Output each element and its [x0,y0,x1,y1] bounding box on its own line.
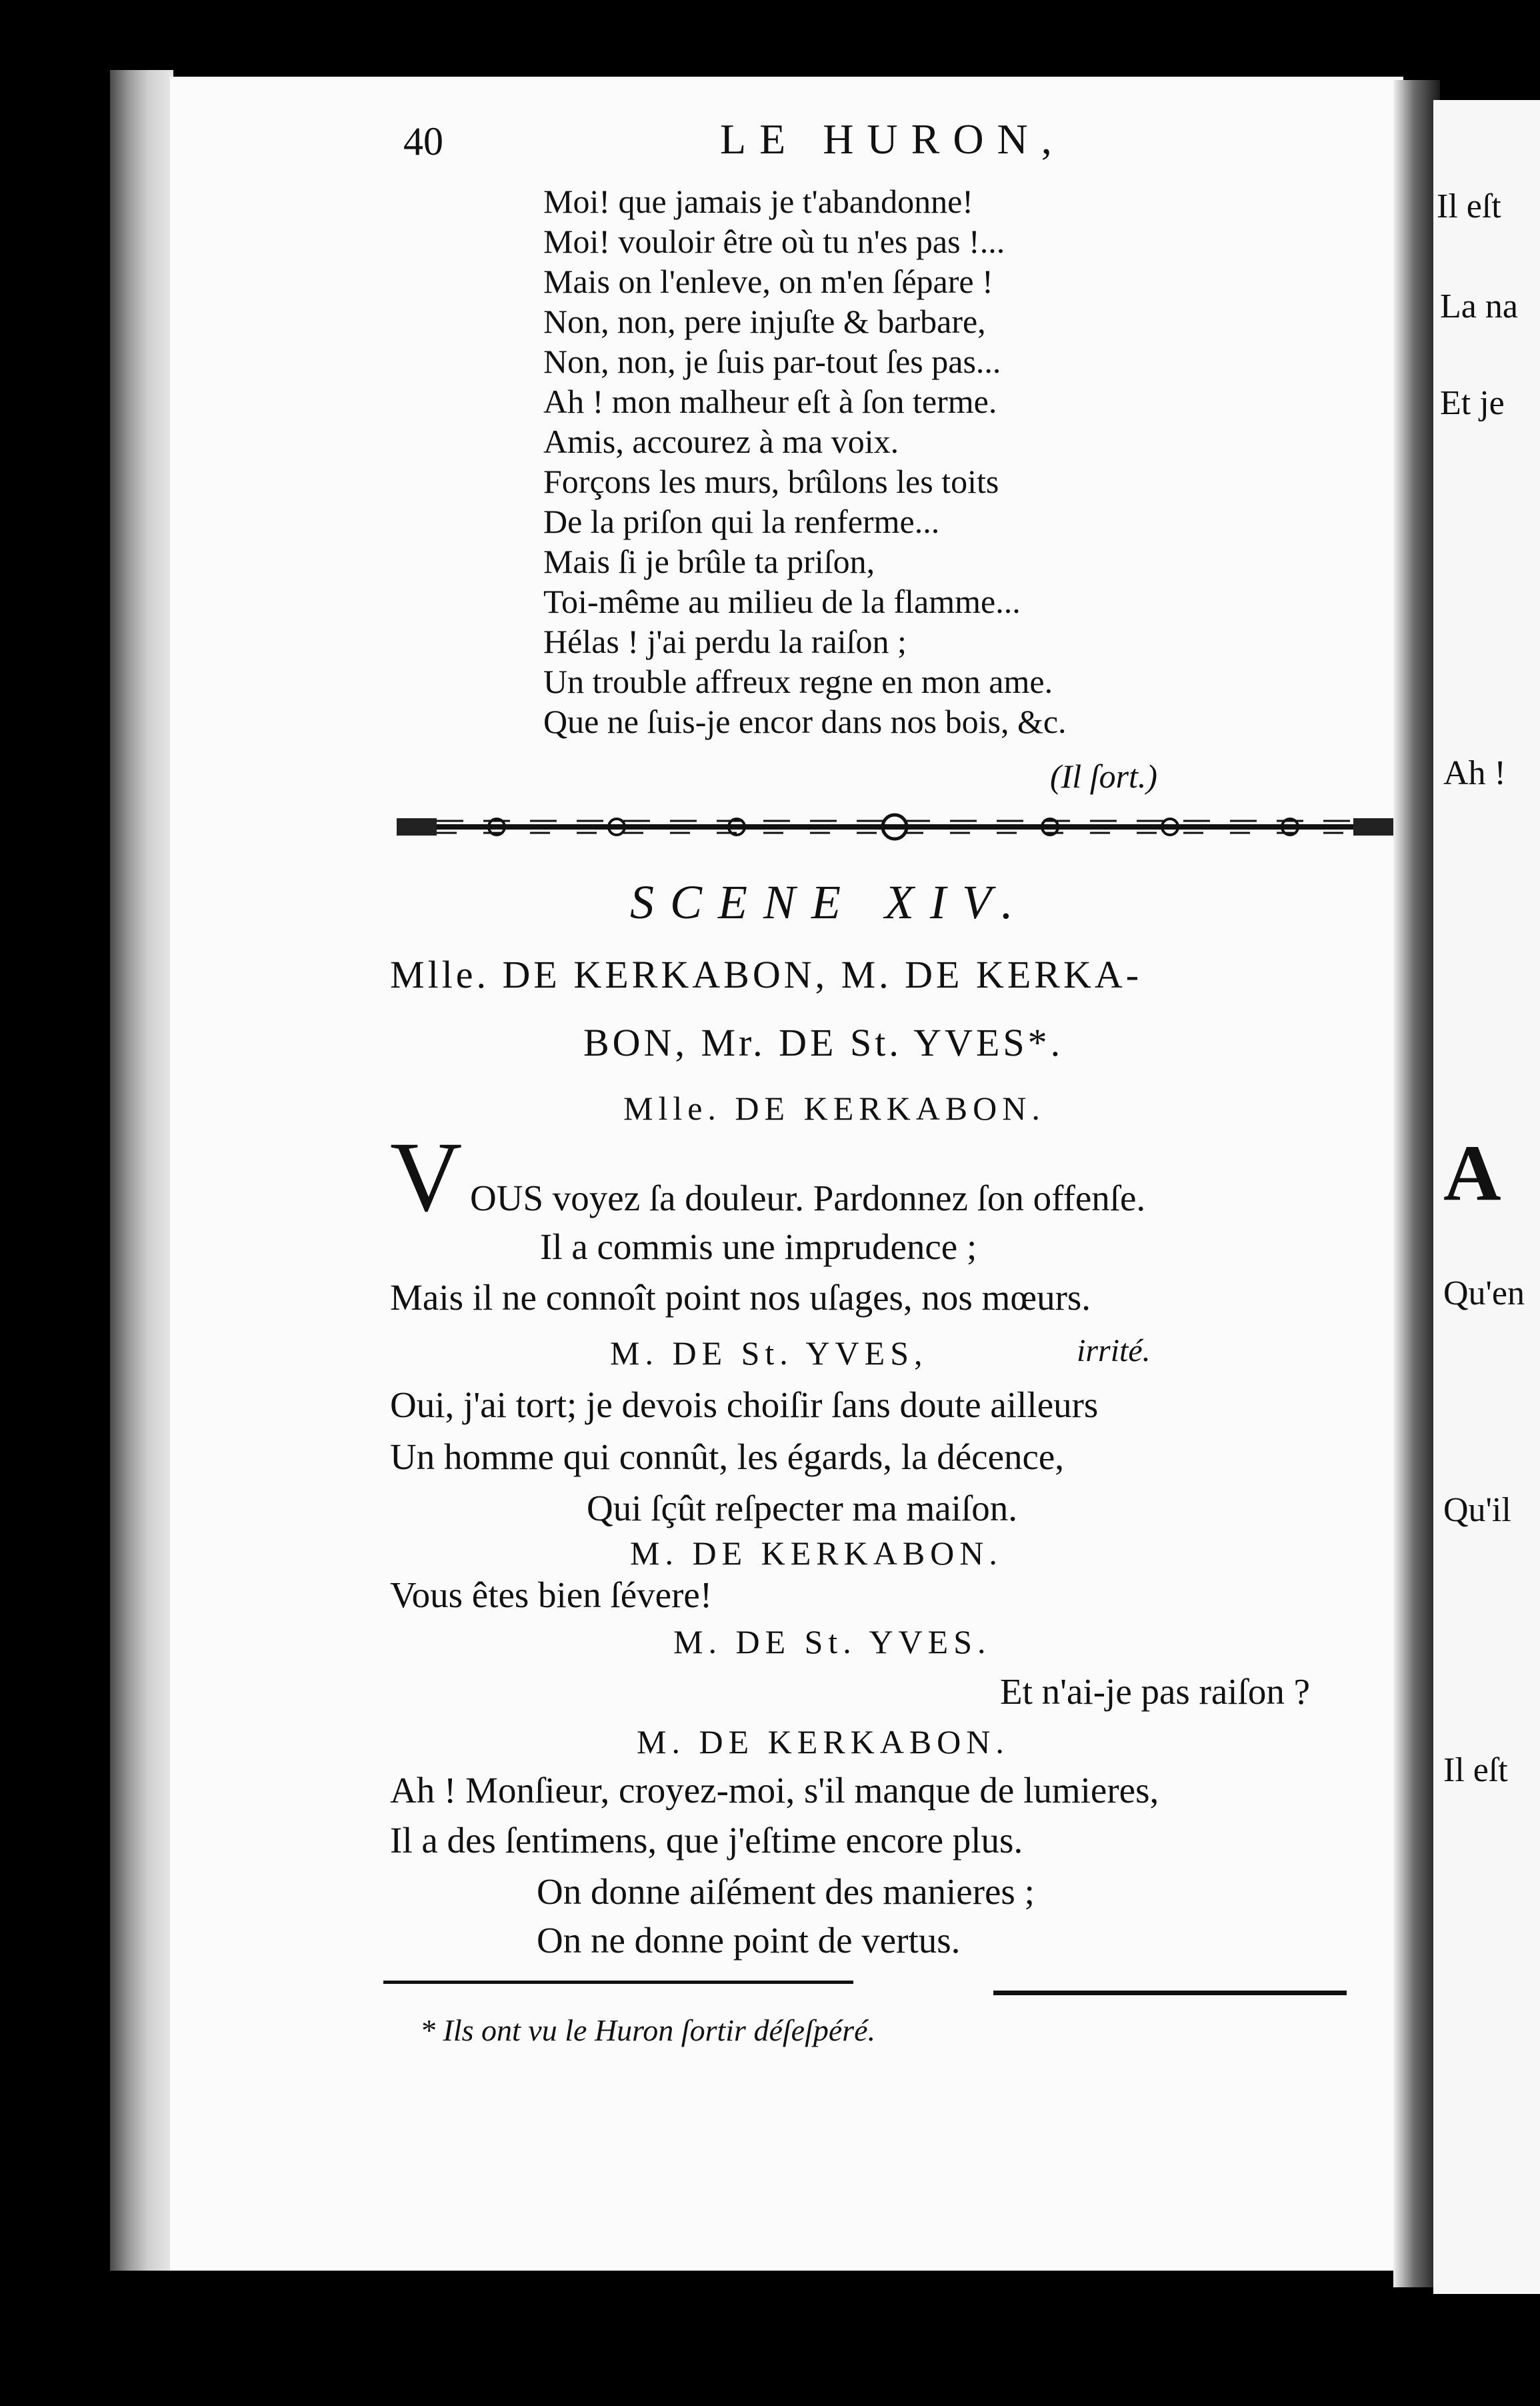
dialogue-line: OUS voyez ſa douleur. Pardonnez ſon offenſe. [470,1178,1146,1218]
stage-direction: (Il ſort.) [1050,758,1158,795]
running-head: LE HURON, [720,115,1065,163]
speaker-name: M. DE St. YVES. [673,1623,991,1660]
facing-page-fragment: Il eſt [1437,187,1501,225]
verse-line: Non, non, pere injuſte & barbare, [543,303,986,340]
facing-page-fragment: La na [1440,287,1518,325]
dialogue-line: On donne aiſément des manieres ; [537,1871,1035,1912]
facing-page-dropcap: A [1443,1128,1501,1217]
verse-line: Hélas ! j'ai perdu la raiſon ; [543,623,907,660]
scene-title: SCENE XIV. [630,876,1029,929]
facing-page-fragment: Il eſt [1443,1751,1508,1789]
verse-line: Moi! que jamais je t'abandonne! [543,183,973,220]
speaker-name: M. DE KERKABON. [630,1534,1003,1572]
verse-line: Que ne ſuis-je encor dans nos bois, &c. [543,703,1067,740]
verse-line: Mais ſi je brûle ta priſon, [543,543,875,580]
verse-line: Moi! vouloir être où tu n'es pas !... [543,223,1005,260]
drop-cap: V [390,1122,463,1232]
ornament-band [397,810,1393,844]
page-number: 40 [403,119,443,163]
dialogue-line: Et n'ai-je pas raiſon ? [1000,1671,1311,1712]
dialogue-line: Il a commis une imprudence ; [540,1226,977,1267]
page-edge [110,70,173,2271]
verse-line: Mais on l'enleve, on m'en ſépare ! [543,263,993,300]
speaker-name: M. DE KERKABON. [637,1723,1009,1760]
cast-list-line: Mlle. DE KERKABON, M. DE KERKA- [390,953,1143,996]
facing-page-fragment: Et je [1440,384,1505,422]
verse-line: Ah ! mon malheur eſt à ſon terme. [543,383,997,420]
speaker-name: M. DE St. YVES, [610,1334,928,1372]
facing-page-fragment: Qu'en [1443,1274,1525,1312]
verse-line: Forçons les murs, brûlons les toits [543,463,999,500]
dialogue-line: Un homme qui connût, les égards, la décence, [390,1436,1065,1477]
dialogue-line: Mais il ne connoît point nos uſages, nos mœurs. [390,1277,1091,1318]
facing-page-fragment: Ah ! [1443,754,1506,792]
dialogue-line: Qui ſçût reſpecter ma maiſon. [587,1488,1018,1528]
speaker-name: Mlle. DE KERKABON. [623,1090,1045,1127]
verse-line: Amis, accourez à ma voix. [543,423,899,460]
verse-block [543,181,1067,742]
footnote: * Ils ont vu le Huron ſortir déſeſpéré. [420,2013,876,2047]
footnote-rule [383,1981,853,1984]
footnote-rule [993,1991,1347,1995]
facing-page-fragment: Qu'il [1443,1491,1511,1529]
speaker-direction: irrité. [1077,1333,1151,1368]
verse-line: Un trouble affreux regne en mon ame. [543,663,1053,700]
cast-list-line: BON, Mr. DE St. YVES*. [583,1021,1064,1064]
dialogue-line: Ah ! Monſieur, croyez-moi, s'il manque de lumieres, [390,1770,1159,1811]
verse-line: Non, non, je ſuis par-tout ſes pas... [543,343,1001,380]
dialogue-line: Il a des ſentimens, que j'eſtime encore plus. [390,1820,1023,1861]
verse-line: Toi-même au milieu de la flamme... [543,583,1021,620]
dialogue-line: Oui, j'ai tort; je devois choiſir ſans doute ailleurs [390,1384,1099,1425]
verse-line: De la priſon qui la renferme... [543,503,940,540]
dialogue-line: Vous êtes bien ſévere! [390,1574,713,1615]
dialogue-line: On ne donne point de vertus. [537,1920,961,1961]
